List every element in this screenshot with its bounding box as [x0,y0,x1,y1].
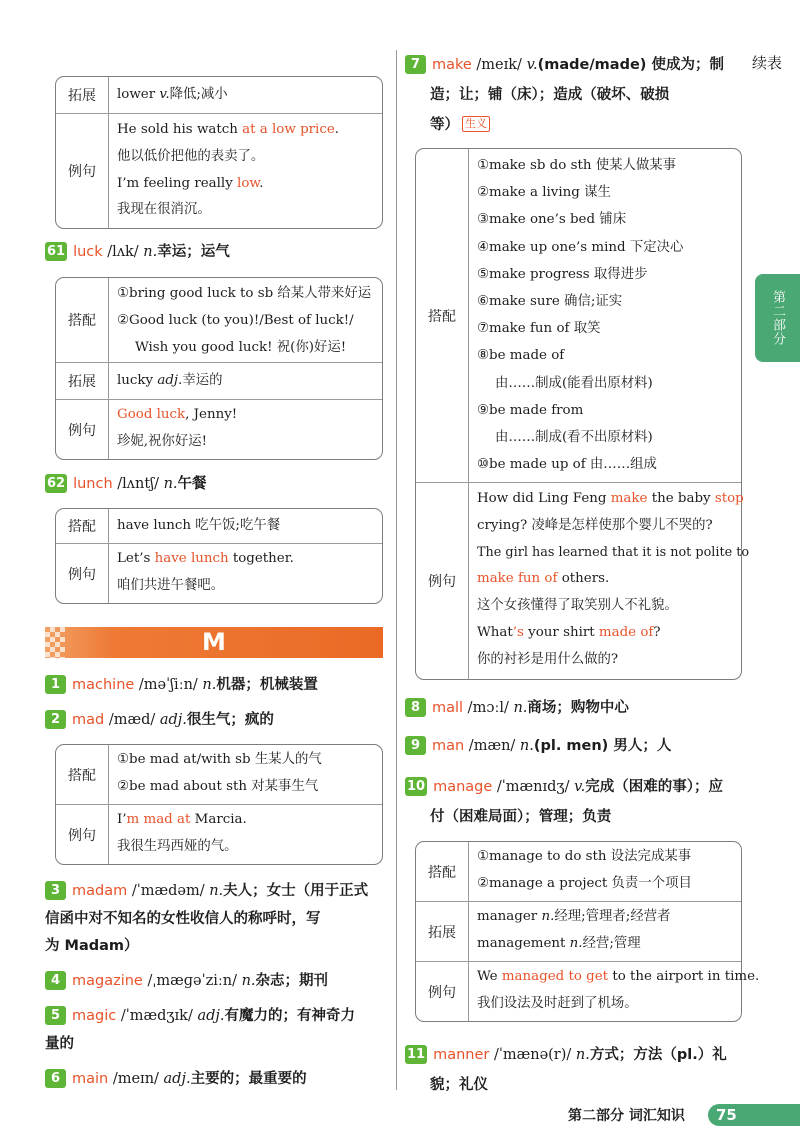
example-translation: 咱们共进午餐吧。 [117,577,225,593]
headword: lunch [73,476,113,492]
extension-label: 拓展 [56,77,109,113]
collocation-item: 由……制成(看不出原材料) [495,430,653,446]
entry-number: 62 [47,476,66,491]
example-sentence: Good luck, Jenny! [117,407,238,422]
collocation-item: ⑥make sure 确信;证实 [477,294,623,310]
manage-usage-table [415,841,760,1022]
letter-section-banner [45,627,383,658]
entry-number: 9 [405,736,426,755]
example-sentence: I’m feeling really low. [117,175,264,191]
headword: make [432,57,472,73]
page-footer [568,1102,800,1128]
entry-number: 8 [405,698,426,717]
collocation-label: 搭配 [56,745,109,804]
entry-number: 5 [45,1006,66,1025]
example-label: 例句 [416,962,469,1021]
lower-usage-table [55,76,383,229]
collocation-item: ②be mad about sth 对某事生气 [117,778,319,794]
mad-usage-table [55,744,383,865]
entry-mall: 8 mall /mɔːl/ n.商场；购物中心 [405,695,629,723]
entry-number: 4 [45,971,66,990]
entry-number: 1 [45,675,66,694]
example-translation: 我们设法及时赶到了机场。 [477,995,638,1011]
footer-section-title: 第二部分 词汇知识 [568,1108,685,1124]
collocation-item: ⑦make fun of 取笑 [477,321,601,337]
continued-label: 续表 [751,54,782,72]
headword: luck [73,244,103,260]
example-translation: 你的衬衫是用什么做的? [477,651,619,667]
section-side-tab: 第二部分 [755,274,800,362]
collocation-item: ⑤make progress 取得进步 [477,266,648,282]
headword: magic [72,1008,117,1024]
example-label: 例句 [56,114,109,228]
example-sentence: Let’s have lunch together. [117,551,294,566]
example-label: 例句 [416,483,469,679]
entry-number: 6 [45,1069,66,1088]
extension-text: manager n.经理;管理者;经营者 [477,909,671,924]
example-translation: 他以低价把他的表卖了。 [117,148,265,164]
example-label: 例句 [56,544,109,603]
headword: man [432,738,465,754]
example-sentence: make fun of others. [477,571,610,587]
extension-text: management n.经营;管理 [477,935,641,951]
example-sentence: He sold his watch at a low price. [117,122,340,137]
entry-manner: 11 manner /ˈmænə(r)/ n.方式；方法（pl.）礼 貌；礼仪 [407,1047,727,1093]
example-translation: 珍妮,祝你好运! [117,433,207,449]
entry-make: 7 make /meɪk/ v.(made/made) 使成为；制 造；让；铺（床）；造成（破坏、破损 等） 生义 [405,50,724,140]
example-sentence: We managed to get to the airport in time. [477,969,760,984]
collocation-item: ①manage to do sth 设法完成某事 [477,849,692,864]
headword: manner [433,1047,490,1063]
collocation-item: ⑩be made up of 由……组成 [477,457,657,473]
section-letter: M [202,628,226,656]
entry-manage: 10 manage /ˈmænɪdʒ/ v.完成（困难的事）；应 付（困难局面）；管理；负责 [407,779,723,825]
entry-number: 7 [405,55,426,74]
entry-main: 6 main /meɪn/ adj.主要的；最重要的 [45,1066,307,1094]
example-translation: 我很生玛西娅的气。 [117,838,238,854]
example-sentence: The girl has learned that it is not polite to [477,544,750,560]
example-label: 例句 [56,400,109,459]
collocation-item: have lunch 吃午饭;吃午餐 [117,517,281,533]
entry-number: 3 [45,881,66,900]
luck-usage-table [55,277,383,460]
make-usage-table [415,148,750,680]
entry-number: 61 [47,244,66,259]
entry-number: 2 [45,710,66,729]
collocation-label: 搭配 [416,149,469,482]
headword: manage [433,779,493,795]
extension-label: 拓展 [416,902,469,961]
entry-number: 10 [407,779,426,794]
example-sentence: I’m mad at Marcia. [117,812,247,827]
entry-machine: 1 machine /məˈʃiːn/ n.机器；机械装置 [45,672,318,700]
example-translation: 这个女孩懂得了取笑别人不礼貌。 [477,598,678,614]
collocation-item: ①bring good luck to sb 给某人带来好运 [117,286,372,301]
collocation-item: 由……制成(能看出原材料) [495,375,653,391]
collocation-label: 搭配 [56,278,109,362]
collocation-item: ②Good luck (to you)!/Best of luck!/ [117,312,354,328]
extension-text: lucky adj.幸运的 [117,372,223,388]
example-sentence: What’s your shirt made of? [477,624,661,640]
collocation-label: 搭配 [56,509,109,543]
extension-label: 拓展 [56,363,109,399]
collocation-item: ①make sb do sth 使某人做某事 [477,158,677,173]
headword: mall [432,700,464,716]
collocation-item: ②manage a project 负责一个项目 [477,875,692,891]
example-label: 例句 [56,805,109,864]
example-sentence: How did Ling Feng make the baby stop [477,491,744,506]
collocation-item: ①be mad at/with sb 生某人的气 [117,752,322,767]
page-number: 75 [708,1104,800,1126]
headword: machine [72,677,135,693]
collocation-label: 搭配 [416,842,469,901]
entry-lunch: 62 lunch /lʌntʃ/ n.午餐 [47,476,207,492]
entry-mad: 2 mad /mæd/ adj.很生气；疯的 [45,707,274,735]
collocation-item: ⑧be made of [477,348,565,364]
collocation-item: ③make one’s bed 铺床 [477,212,627,228]
collocation-item: ⑨be made from [477,402,584,418]
collocation-item: ②make a living 谋生 [477,185,611,201]
entry-number: 11 [407,1047,426,1062]
collocation-item: Wish you good luck! 祝(你)好运! [135,339,347,355]
entry-magazine: 4 magazine /ˌmæɡəˈziːn/ n.杂志；期刊 [45,968,328,996]
entry-madam: 3 madam /ˈmædəm/ n.夫人；女士（用于正式 信函中对不知名的女性收信人的称呼时，写 为 Madam） [45,883,369,954]
collocation-item: ④make up one’s mind 下定决心 [477,239,684,255]
example-translation: crying? 凌峰是怎样使那个婴儿不哭的? [477,517,713,533]
entry-luck: 61 luck /lʌk/ n.幸运；运气 [47,244,230,260]
example-translation: 我现在很消沉。 [117,202,211,218]
lunch-usage-table [55,508,383,604]
column-divider [396,50,397,1090]
headword: magazine [72,973,143,989]
headword: main [72,1071,109,1087]
extended-meaning-tag: 生义 [462,116,490,132]
headword: mad [72,712,105,728]
entry-magic: 5 magic /ˈmædʒɪk/ adj.有魔力的；有神奇力 量的 [45,1008,356,1052]
extension-text: lower v.降低;减小 [117,86,228,102]
entry-man: 9 man /mæn/ n.(pl. men) 男人；人 [405,733,671,761]
headword: madam [72,883,128,899]
